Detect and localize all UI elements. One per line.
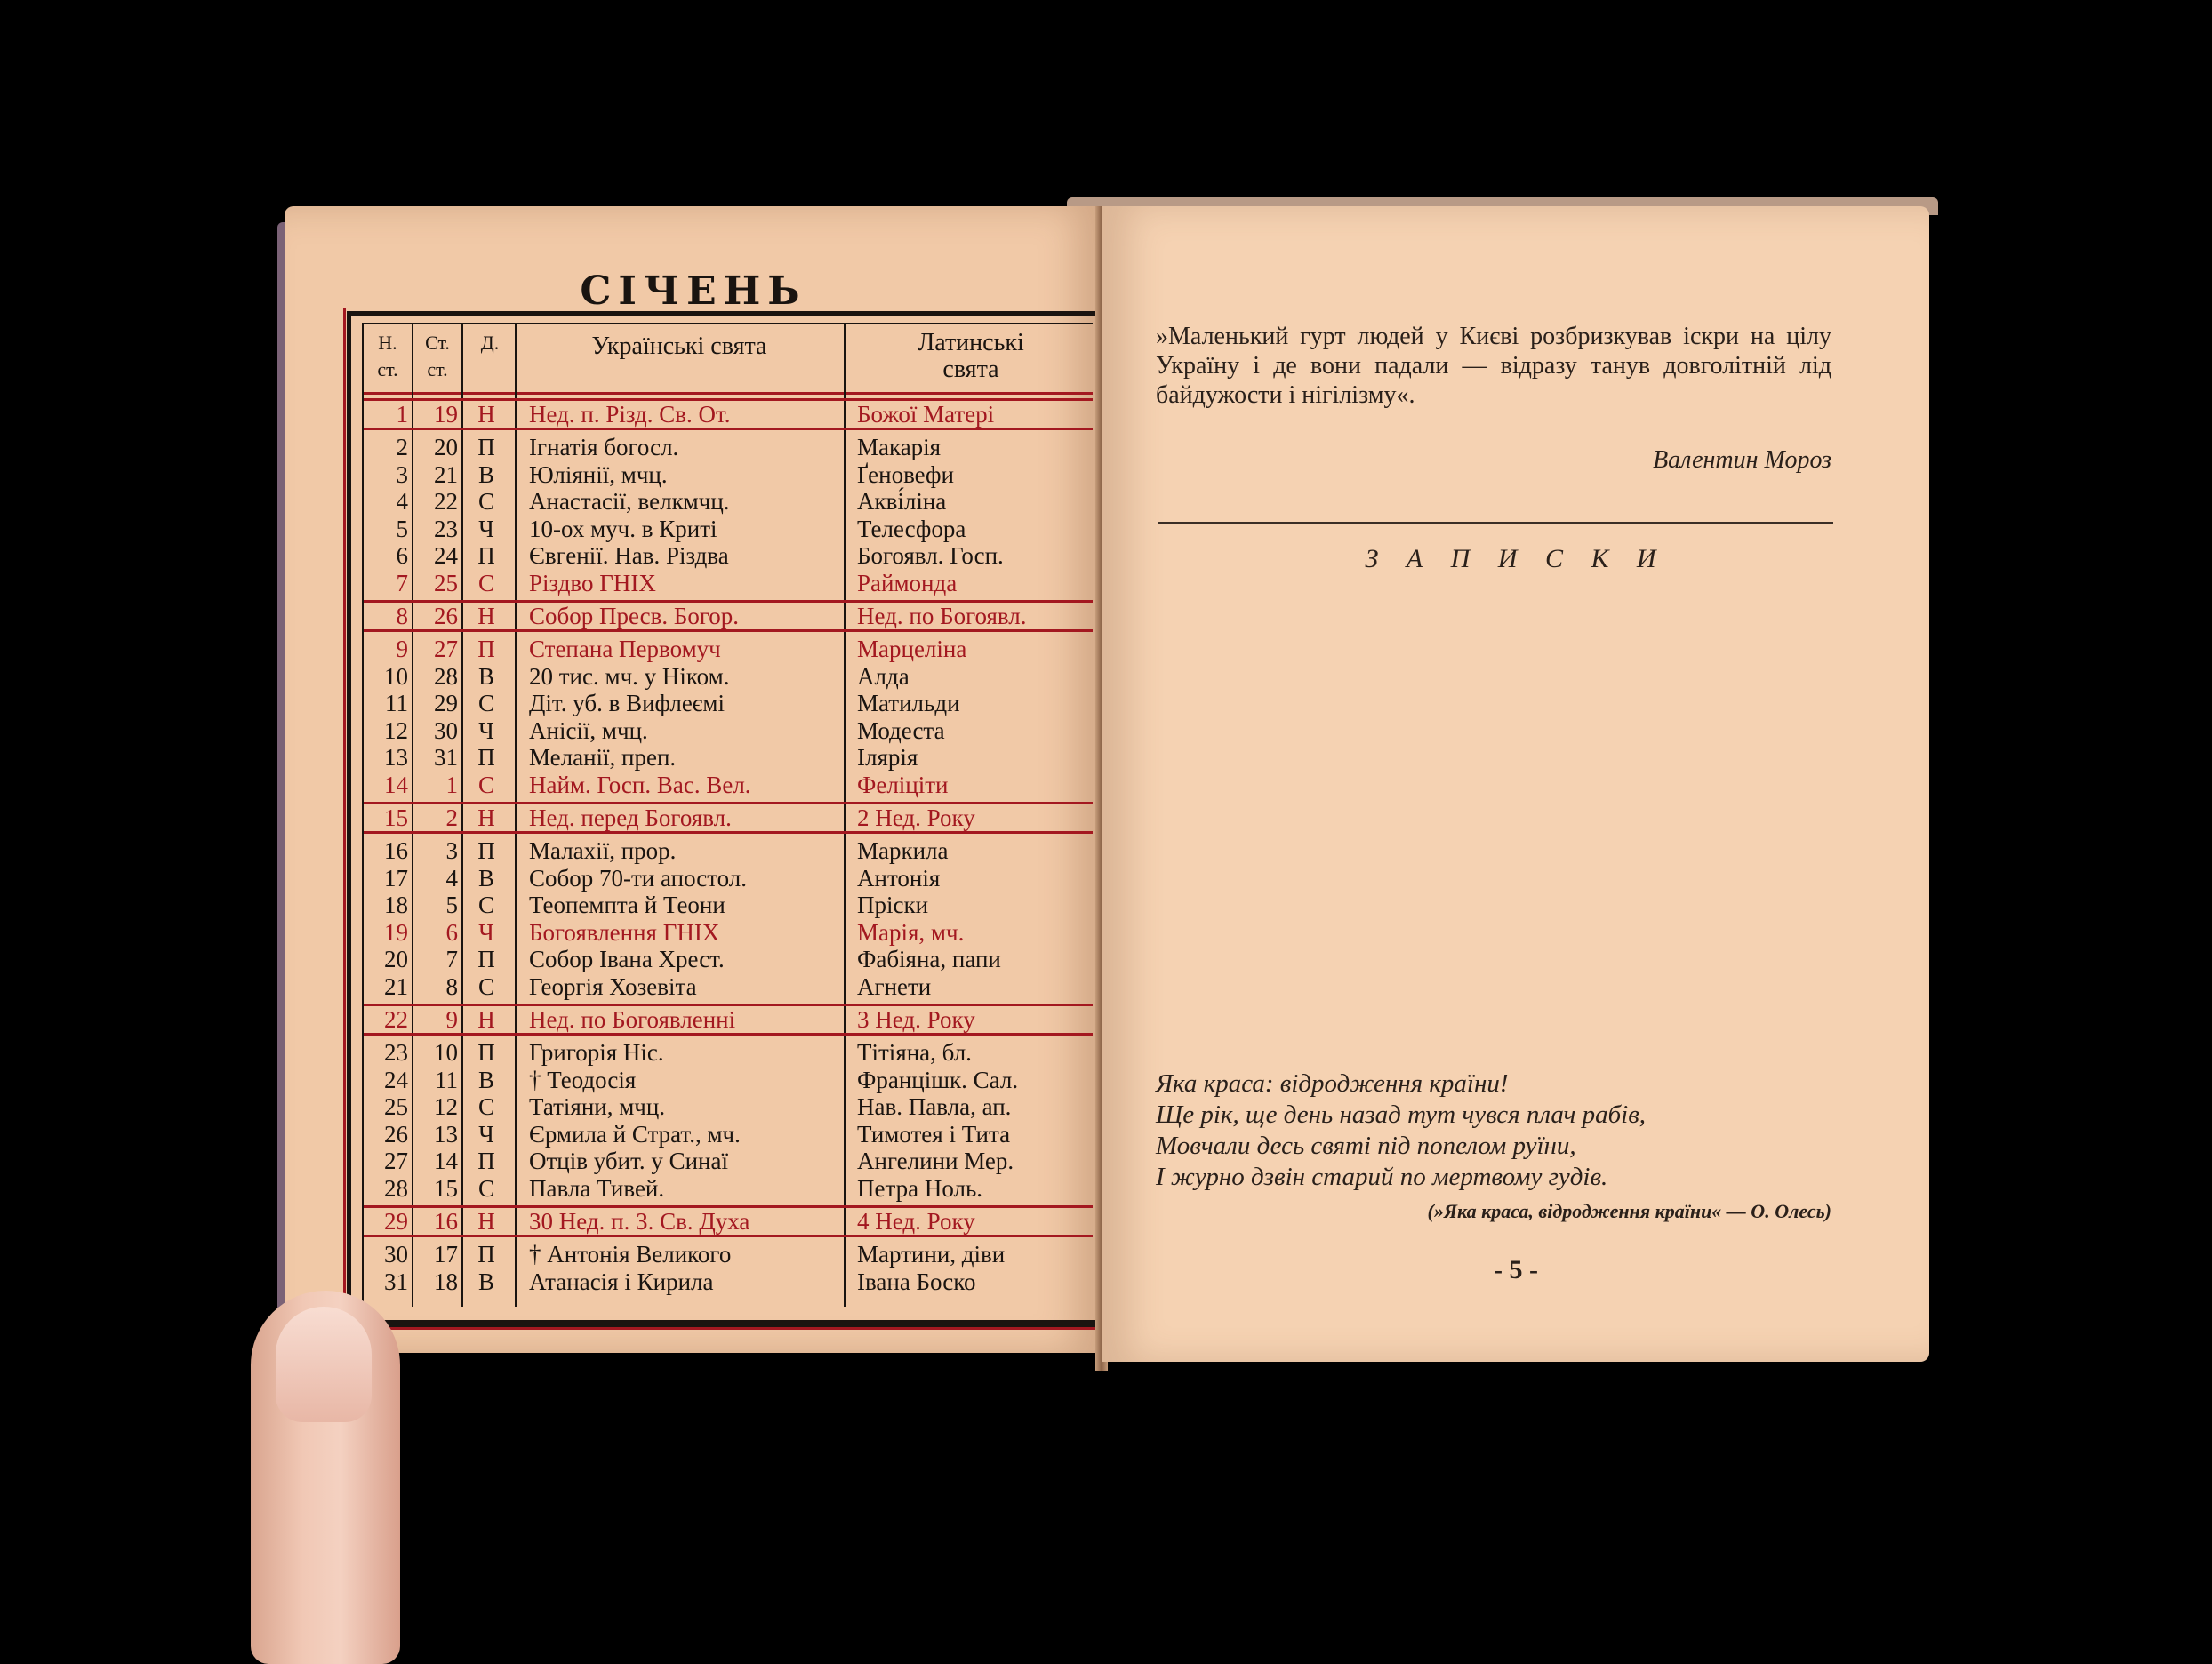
ukrainian-feast: Теопемпта й Теони xyxy=(529,892,725,918)
latin-feast: Петра Ноль. xyxy=(857,1174,983,1202)
latin-feast: Нав. Павла, ап. xyxy=(857,1093,1012,1120)
ukrainian-feast: Татіяни, мчц. xyxy=(529,1093,666,1120)
calendar-row xyxy=(364,488,1093,516)
calendar-row xyxy=(364,802,1093,834)
latin-feast: Богоявл. Госп. xyxy=(857,542,1004,569)
weekday: П xyxy=(477,837,495,864)
calendar-row xyxy=(364,516,1093,543)
ukrainian-feast: Нед. перед Богоявл. xyxy=(529,804,732,831)
day-old-style: 24 xyxy=(434,542,458,569)
day-old-style: 18 xyxy=(434,1268,458,1295)
ukrainian-feast: Павла Тивей. xyxy=(529,1174,665,1202)
calendar-row xyxy=(364,570,1093,597)
day-new-style: 14 xyxy=(384,771,408,798)
calendar-frame xyxy=(347,311,1098,1327)
day-new-style: 26 xyxy=(384,1120,408,1148)
latin-feast: Марцеліна xyxy=(857,636,967,662)
weekday: Н xyxy=(477,1208,495,1235)
latin-feast: Івана Боско xyxy=(857,1268,976,1295)
day-new-style: 17 xyxy=(384,864,408,892)
latin-feast: Акві́ліна xyxy=(857,488,947,515)
weekday: Н xyxy=(477,401,495,428)
divider-rule xyxy=(1158,522,1833,524)
day-old-style: 28 xyxy=(434,662,458,690)
notes-heading: З А П И С К И xyxy=(1365,544,1667,573)
calendar-row xyxy=(364,461,1093,489)
day-old-style: 19 xyxy=(434,401,458,428)
latin-feast: Макарія xyxy=(857,434,942,460)
poem-source: (»Яка краса, відродження країни« — О. Олесь) xyxy=(1427,1200,1831,1222)
ukrainian-feast: 30 Нед. п. З. Св. Духа xyxy=(529,1208,750,1235)
day-new-style: 18 xyxy=(384,892,408,918)
day-old-style: 2 xyxy=(445,804,458,831)
latin-feast: Матильди xyxy=(857,690,960,716)
latin-feast: Тітіяна, бл. xyxy=(857,1039,972,1066)
ukrainian-feast: Євгенії. Нав. Різдва xyxy=(529,542,729,569)
weekday: С xyxy=(477,892,494,918)
calendar-row xyxy=(364,1039,1093,1067)
weekday: Ч xyxy=(478,1120,494,1148)
calendar-row xyxy=(364,744,1093,772)
calendar-table xyxy=(362,323,1093,1307)
header-old-style: Ст. ст. xyxy=(425,332,450,380)
day-old-style: 3 xyxy=(445,837,458,864)
ukrainian-feast: Ігнатія богосл. xyxy=(529,434,679,460)
latin-feast: Марія, мч. xyxy=(857,918,965,946)
poem-line: І журно дзвін старий по мертвому гудів. xyxy=(1156,1163,1608,1191)
ukrainian-feast: Собор Івана Хрест. xyxy=(529,946,725,972)
latin-feast: Божої Матері xyxy=(857,401,995,428)
calendar-row xyxy=(364,865,1093,892)
poem-line: Ще рік, ще день назад тут чувся плач рабів, xyxy=(1156,1100,1647,1129)
latin-feast: Фабіяна, папи xyxy=(857,946,1001,972)
latin-feast: Францішк. Сал. xyxy=(857,1066,1019,1093)
latin-feast: Нед. по Богоявл. xyxy=(857,603,1027,629)
ukrainian-feast: Георгія Хозевіта xyxy=(529,972,697,1000)
calendar-row xyxy=(364,892,1093,919)
day-new-style: 22 xyxy=(384,1006,408,1033)
quote-author: Валентин Мороз xyxy=(1653,446,1831,474)
calendar-row xyxy=(364,690,1093,717)
ukrainian-feast: Атанасія і Кирила xyxy=(529,1268,714,1295)
calendar-row xyxy=(364,946,1093,973)
latin-feast: Модеста xyxy=(857,716,945,744)
ukrainian-feast: Юліянії, мчц. xyxy=(529,460,668,488)
latin-feast: Телесфора xyxy=(857,515,966,542)
day-old-style: 1 xyxy=(445,771,458,798)
calendar-row xyxy=(364,636,1093,663)
calendar-row xyxy=(364,1241,1093,1268)
weekday: В xyxy=(477,662,494,690)
quote-text: »Маленький гурт людей у Києві розбризкував іскри на цілу Україну і де вони падали — відразу танув довголітній лід байдужости і нігілізму«. xyxy=(1156,323,1831,409)
day-new-style: 29 xyxy=(384,1208,408,1235)
day-new-style: 3 xyxy=(396,460,408,488)
weekday: С xyxy=(477,690,494,716)
weekday: Ч xyxy=(478,515,494,542)
calendar-header xyxy=(364,324,1093,395)
header-new-style: Н. ст. xyxy=(377,332,398,380)
finger xyxy=(251,1291,400,1664)
calendar-row xyxy=(364,837,1093,865)
weekday: В xyxy=(477,460,494,488)
calendar-row xyxy=(364,600,1093,632)
day-old-style: 10 xyxy=(434,1039,458,1066)
ukrainian-feast: Діт. уб. в Вифлеємі xyxy=(529,690,725,716)
latin-feast: Феліціти xyxy=(857,771,949,798)
weekday: П xyxy=(477,542,495,569)
ukrainian-feast: Анісії, мчц. xyxy=(529,716,648,744)
day-new-style: 21 xyxy=(384,972,408,1000)
header-day: Д. xyxy=(480,332,500,354)
day-new-style: 13 xyxy=(384,744,408,771)
day-old-style: 9 xyxy=(445,1006,458,1033)
right-page xyxy=(1102,206,1929,1362)
month-title: СІЧЕНЬ xyxy=(580,268,807,314)
day-old-style: 13 xyxy=(434,1120,458,1148)
day-new-style: 1 xyxy=(396,401,408,428)
ukrainian-feast: 20 тис. мч. у Ніком. xyxy=(529,662,730,690)
day-old-style: 25 xyxy=(434,569,458,596)
ukrainian-feast: Найм. Госп. Вас. Вел. xyxy=(529,771,751,798)
ukrainian-feast: Єрмила й Страт., мч. xyxy=(529,1120,741,1148)
latin-feast: 3 Нед. Року xyxy=(857,1006,975,1033)
calendar-row xyxy=(364,1067,1093,1094)
day-old-style: 23 xyxy=(434,515,458,542)
ukrainian-feast: Григорія Ніс. xyxy=(529,1039,664,1066)
latin-feast: 2 Нед. Року xyxy=(857,804,975,831)
weekday: С xyxy=(477,771,494,798)
calendar-row xyxy=(364,1268,1093,1296)
day-old-style: 29 xyxy=(434,690,458,716)
ukrainian-feast: Нед. п. Різд. Св. От. xyxy=(529,401,731,428)
day-new-style: 27 xyxy=(384,1148,408,1174)
weekday: Ч xyxy=(478,918,494,946)
day-new-style: 10 xyxy=(384,662,408,690)
ukrainian-feast: Собор Пресв. Богор. xyxy=(529,603,740,629)
day-old-style: 5 xyxy=(445,892,458,918)
calendar-row xyxy=(364,1004,1093,1036)
ukrainian-feast: Меланії, преп. xyxy=(529,744,677,771)
latin-feast: Раймонда xyxy=(857,569,958,596)
weekday: С xyxy=(477,1174,494,1202)
day-new-style: 28 xyxy=(384,1174,408,1202)
ukrainian-feast: Собор 70-ти апостол. xyxy=(529,864,748,892)
weekday: П xyxy=(477,636,495,662)
day-new-style: 16 xyxy=(384,837,408,864)
day-old-style: 20 xyxy=(434,434,458,460)
day-new-style: 19 xyxy=(384,918,408,946)
fingernail xyxy=(276,1307,372,1422)
weekday: П xyxy=(477,744,495,771)
weekday: П xyxy=(477,946,495,972)
day-new-style: 4 xyxy=(396,488,408,515)
day-old-style: 11 xyxy=(435,1066,458,1093)
day-old-style: 21 xyxy=(434,460,458,488)
weekday: С xyxy=(477,972,494,1000)
latin-feast: Ангелини Мер. xyxy=(857,1148,1014,1174)
calendar-row xyxy=(364,919,1093,947)
day-old-style: 22 xyxy=(434,488,458,515)
day-new-style: 2 xyxy=(396,434,408,460)
ukrainian-feast: Степана Первомуч xyxy=(529,636,721,662)
day-new-style: 12 xyxy=(384,716,408,744)
weekday: Н xyxy=(477,603,495,629)
day-old-style: 7 xyxy=(445,946,458,972)
ukrainian-feast: Малахії, прор. xyxy=(529,837,677,864)
day-old-style: 14 xyxy=(434,1148,458,1174)
day-old-style: 16 xyxy=(434,1208,458,1235)
ukrainian-feast: Нед. по Богоявленні xyxy=(529,1006,736,1033)
day-new-style: 30 xyxy=(384,1241,408,1268)
calendar-row xyxy=(364,434,1093,461)
latin-feast: Ґеновефи xyxy=(857,460,954,488)
day-old-style: 27 xyxy=(434,636,458,662)
weekday: С xyxy=(477,569,494,596)
poem xyxy=(1156,1068,1831,1193)
day-old-style: 17 xyxy=(434,1241,458,1268)
weekday: С xyxy=(477,488,494,515)
latin-feast: Алда xyxy=(857,662,910,690)
ukrainian-feast: Анастасії, велкмчц. xyxy=(529,488,730,515)
poem-line: Мовчали десь святі під попелом руїни, xyxy=(1156,1132,1576,1160)
latin-feast: Пріски xyxy=(857,892,929,918)
calendar-row xyxy=(364,1205,1093,1237)
weekday: В xyxy=(477,864,494,892)
day-old-style: 30 xyxy=(434,716,458,744)
calendar-row xyxy=(364,1148,1093,1175)
day-old-style: 4 xyxy=(445,864,458,892)
header-ukrainian: Українські свята xyxy=(591,332,767,360)
ukrainian-feast: Різдво ГНІХ xyxy=(529,569,656,596)
ukrainian-feast: Богоявлення ГНІХ xyxy=(529,918,720,946)
ukrainian-feast: 10-ох муч. в Криті xyxy=(529,515,717,542)
day-old-style: 31 xyxy=(434,744,458,771)
latin-feast: 4 Нед. Року xyxy=(857,1208,975,1235)
calendar-row xyxy=(364,1121,1093,1148)
weekday: В xyxy=(477,1066,494,1093)
ukrainian-feast: † Теодосія xyxy=(529,1066,637,1093)
weekday: С xyxy=(477,1093,494,1120)
page-number: - 5 - xyxy=(1494,1255,1538,1284)
weekday: Н xyxy=(477,804,495,831)
calendar-row xyxy=(364,772,1093,799)
calendar-row xyxy=(364,717,1093,745)
weekday: П xyxy=(477,434,495,460)
day-new-style: 6 xyxy=(396,542,408,569)
weekday: П xyxy=(477,1039,495,1066)
day-old-style: 12 xyxy=(434,1093,458,1120)
day-old-style: 8 xyxy=(445,972,458,1000)
day-new-style: 31 xyxy=(384,1268,408,1295)
left-page xyxy=(285,206,1102,1353)
calendar-row xyxy=(364,398,1093,430)
day-new-style: 25 xyxy=(384,1093,408,1120)
weekday: Ч xyxy=(478,716,494,744)
latin-feast: Ілярія xyxy=(857,744,918,771)
latin-feast: Агнети xyxy=(857,972,932,1000)
ukrainian-feast: † Антонія Великого xyxy=(529,1241,732,1268)
ukrainian-feast: Отців убит. у Синаї xyxy=(529,1148,728,1174)
latin-feast: Маркила xyxy=(857,837,949,864)
weekday: П xyxy=(477,1241,495,1268)
day-new-style: 23 xyxy=(384,1039,408,1066)
latin-feast: Тимотея і Тита xyxy=(857,1120,1011,1148)
day-new-style: 5 xyxy=(396,515,408,542)
day-new-style: 24 xyxy=(384,1066,408,1093)
day-old-style: 26 xyxy=(434,603,458,629)
latin-feast: Антонія xyxy=(857,864,941,892)
day-old-style: 15 xyxy=(434,1174,458,1202)
calendar-row xyxy=(364,1175,1093,1203)
day-old-style: 6 xyxy=(445,918,458,946)
calendar-row xyxy=(364,542,1093,570)
poem-line: Яка краса: відродження країни! xyxy=(1156,1069,1509,1098)
latin-feast: Мартини, діви xyxy=(857,1241,1006,1268)
weekday: П xyxy=(477,1148,495,1174)
day-new-style: 15 xyxy=(384,804,408,831)
weekday: В xyxy=(477,1268,494,1295)
calendar-rows xyxy=(364,398,1093,1295)
day-new-style: 8 xyxy=(396,603,408,629)
calendar-row xyxy=(364,1093,1093,1121)
header-latin: Латинські свята xyxy=(918,329,1024,383)
day-new-style: 7 xyxy=(396,569,408,596)
day-new-style: 9 xyxy=(396,636,408,662)
day-new-style: 20 xyxy=(384,946,408,972)
calendar-row xyxy=(364,663,1093,691)
calendar-row xyxy=(364,973,1093,1001)
weekday: Н xyxy=(477,1006,495,1033)
day-new-style: 11 xyxy=(385,690,408,716)
